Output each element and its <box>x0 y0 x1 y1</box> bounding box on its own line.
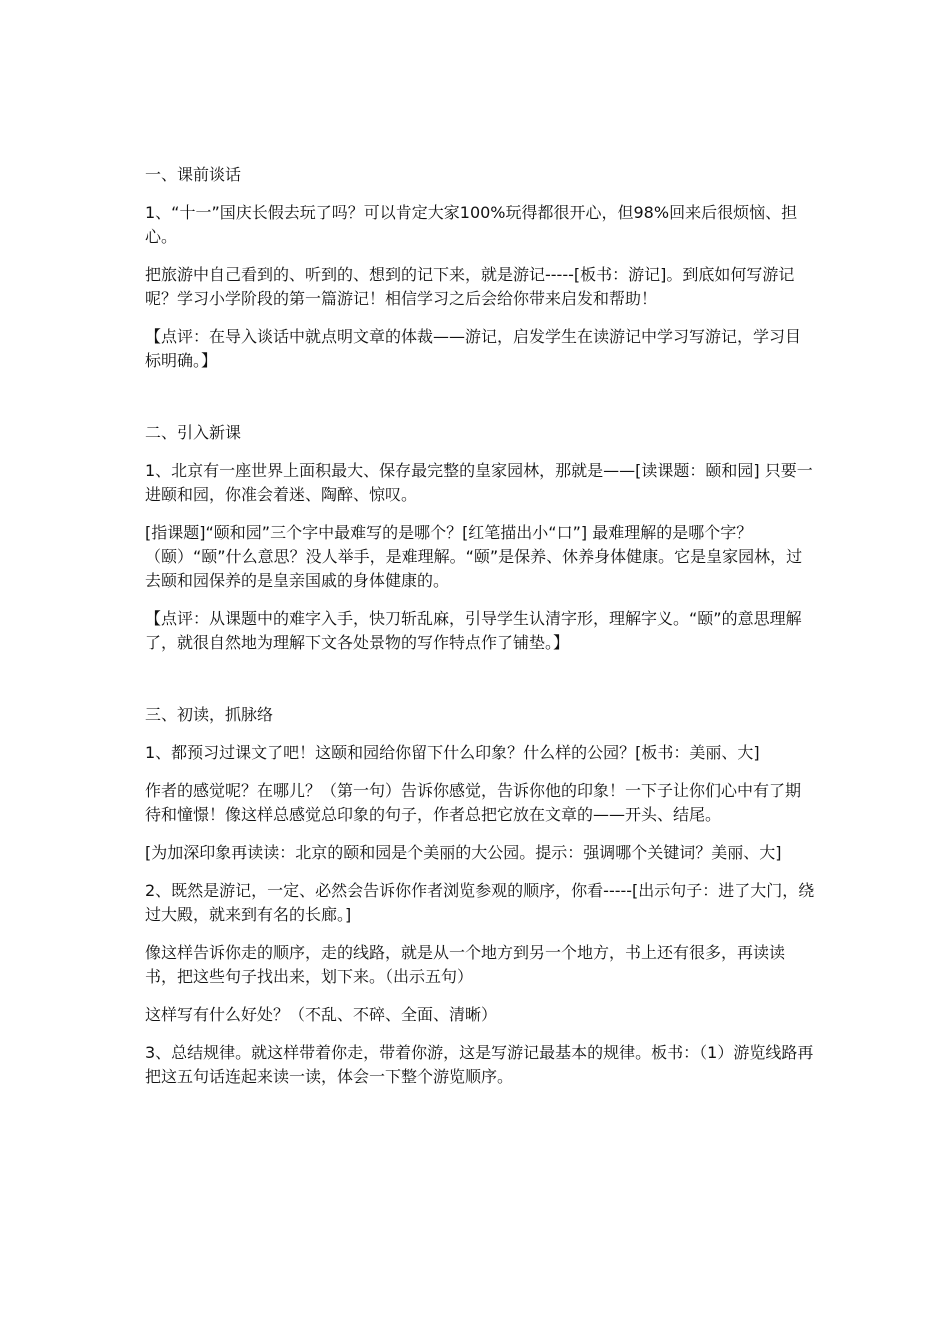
paragraph: 像这样告诉你走的顺序，走的线路，就是从一个地方到另一个地方，书上还有很多，再读读书，把这些句子找出来，划下来。（出示五句） <box>145 943 786 986</box>
paragraph: 这样写有什么好处？（不乱、不碎、全面、清晰） <box>145 1005 498 1024</box>
paragraph: 1、“十一”国庆长假去玩了吗？可以肯定大家100%玩得都很开心，但98%回来后很烦恼、担心。 <box>145 203 798 246</box>
section-title: 二、引入新课 <box>145 423 242 442</box>
paragraph: 3、总结规律。就这样带着你走，带着你游，这是写游记最基本的规律。板书：（1）游览线路再把这五句话连起来读一读，体会一下整个游览顺序。 <box>145 1043 814 1086</box>
section-title: 一、课前谈话 <box>145 165 242 184</box>
paragraph: 把旅游中自己看到的、听到的、想到的记下来，就是游记-----[板书：游记]。到底如何写游记呢？学习小学阶段的第一篇游记！相信学习之后会给你带来启发和帮助！ <box>145 265 795 308</box>
section-title: 三、初读，抓脉络 <box>145 705 274 724</box>
paragraph: [指课题]“颐和园”三个字中最难写的是哪个？[红笔描出小“口”] 最难理解的是哪个字？（颐）“颐”什么意思？没人举手，是难理解。“颐”是保养、休养身体健康。它是皇家园林，过去颐和园保养的是皇亲国戚的身体健康的。 <box>145 523 803 590</box>
paragraph: [为加深印象再读读：北京的颐和园是个美丽的大公园。提示：强调哪个关键词？美丽、大] <box>145 843 782 862</box>
section-2 <box>145 421 815 655</box>
section-1 <box>145 163 815 373</box>
paragraph: 1、都预习过课文了吧！这颐和园给你留下什么印象？什么样的公园？[板书：美丽、大] <box>145 743 760 762</box>
comment-paragraph: 【点评：从课题中的难字入手，快刀斩乱麻，引导学生认清字形，理解字义。“颐”的意思理解了，就很自然地为理解下文各处景物的写作特点作了铺垫。】 <box>145 609 802 652</box>
section-3 <box>145 703 815 1089</box>
paragraph: 1、北京有一座世界上面积最大、保存最完整的皇家园林，那就是——[读课题：颐和园] 只要一进颐和园，你准会着迷、陶醉、惊叹。 <box>145 461 813 504</box>
paragraph: 作者的感觉呢？在哪儿？（第一句）告诉你感觉，告诉你他的印象！一下子让你们心中有了期待和憧憬！像这样总感觉总印象的句子，作者总把它放在文章的——开头、结尾。 <box>145 781 802 824</box>
comment-paragraph: 【点评：在导入谈话中就点明文章的体裁——游记，启发学生在读游记中学习写游记，学习目标明确。】 <box>145 327 802 370</box>
document-page <box>145 163 815 1137</box>
paragraph: 2、既然是游记，一定、必然会告诉你作者浏览参观的顺序，你看-----[出示句子：进了大门，绕过大殿，就来到有名的长廊。] <box>145 881 815 924</box>
